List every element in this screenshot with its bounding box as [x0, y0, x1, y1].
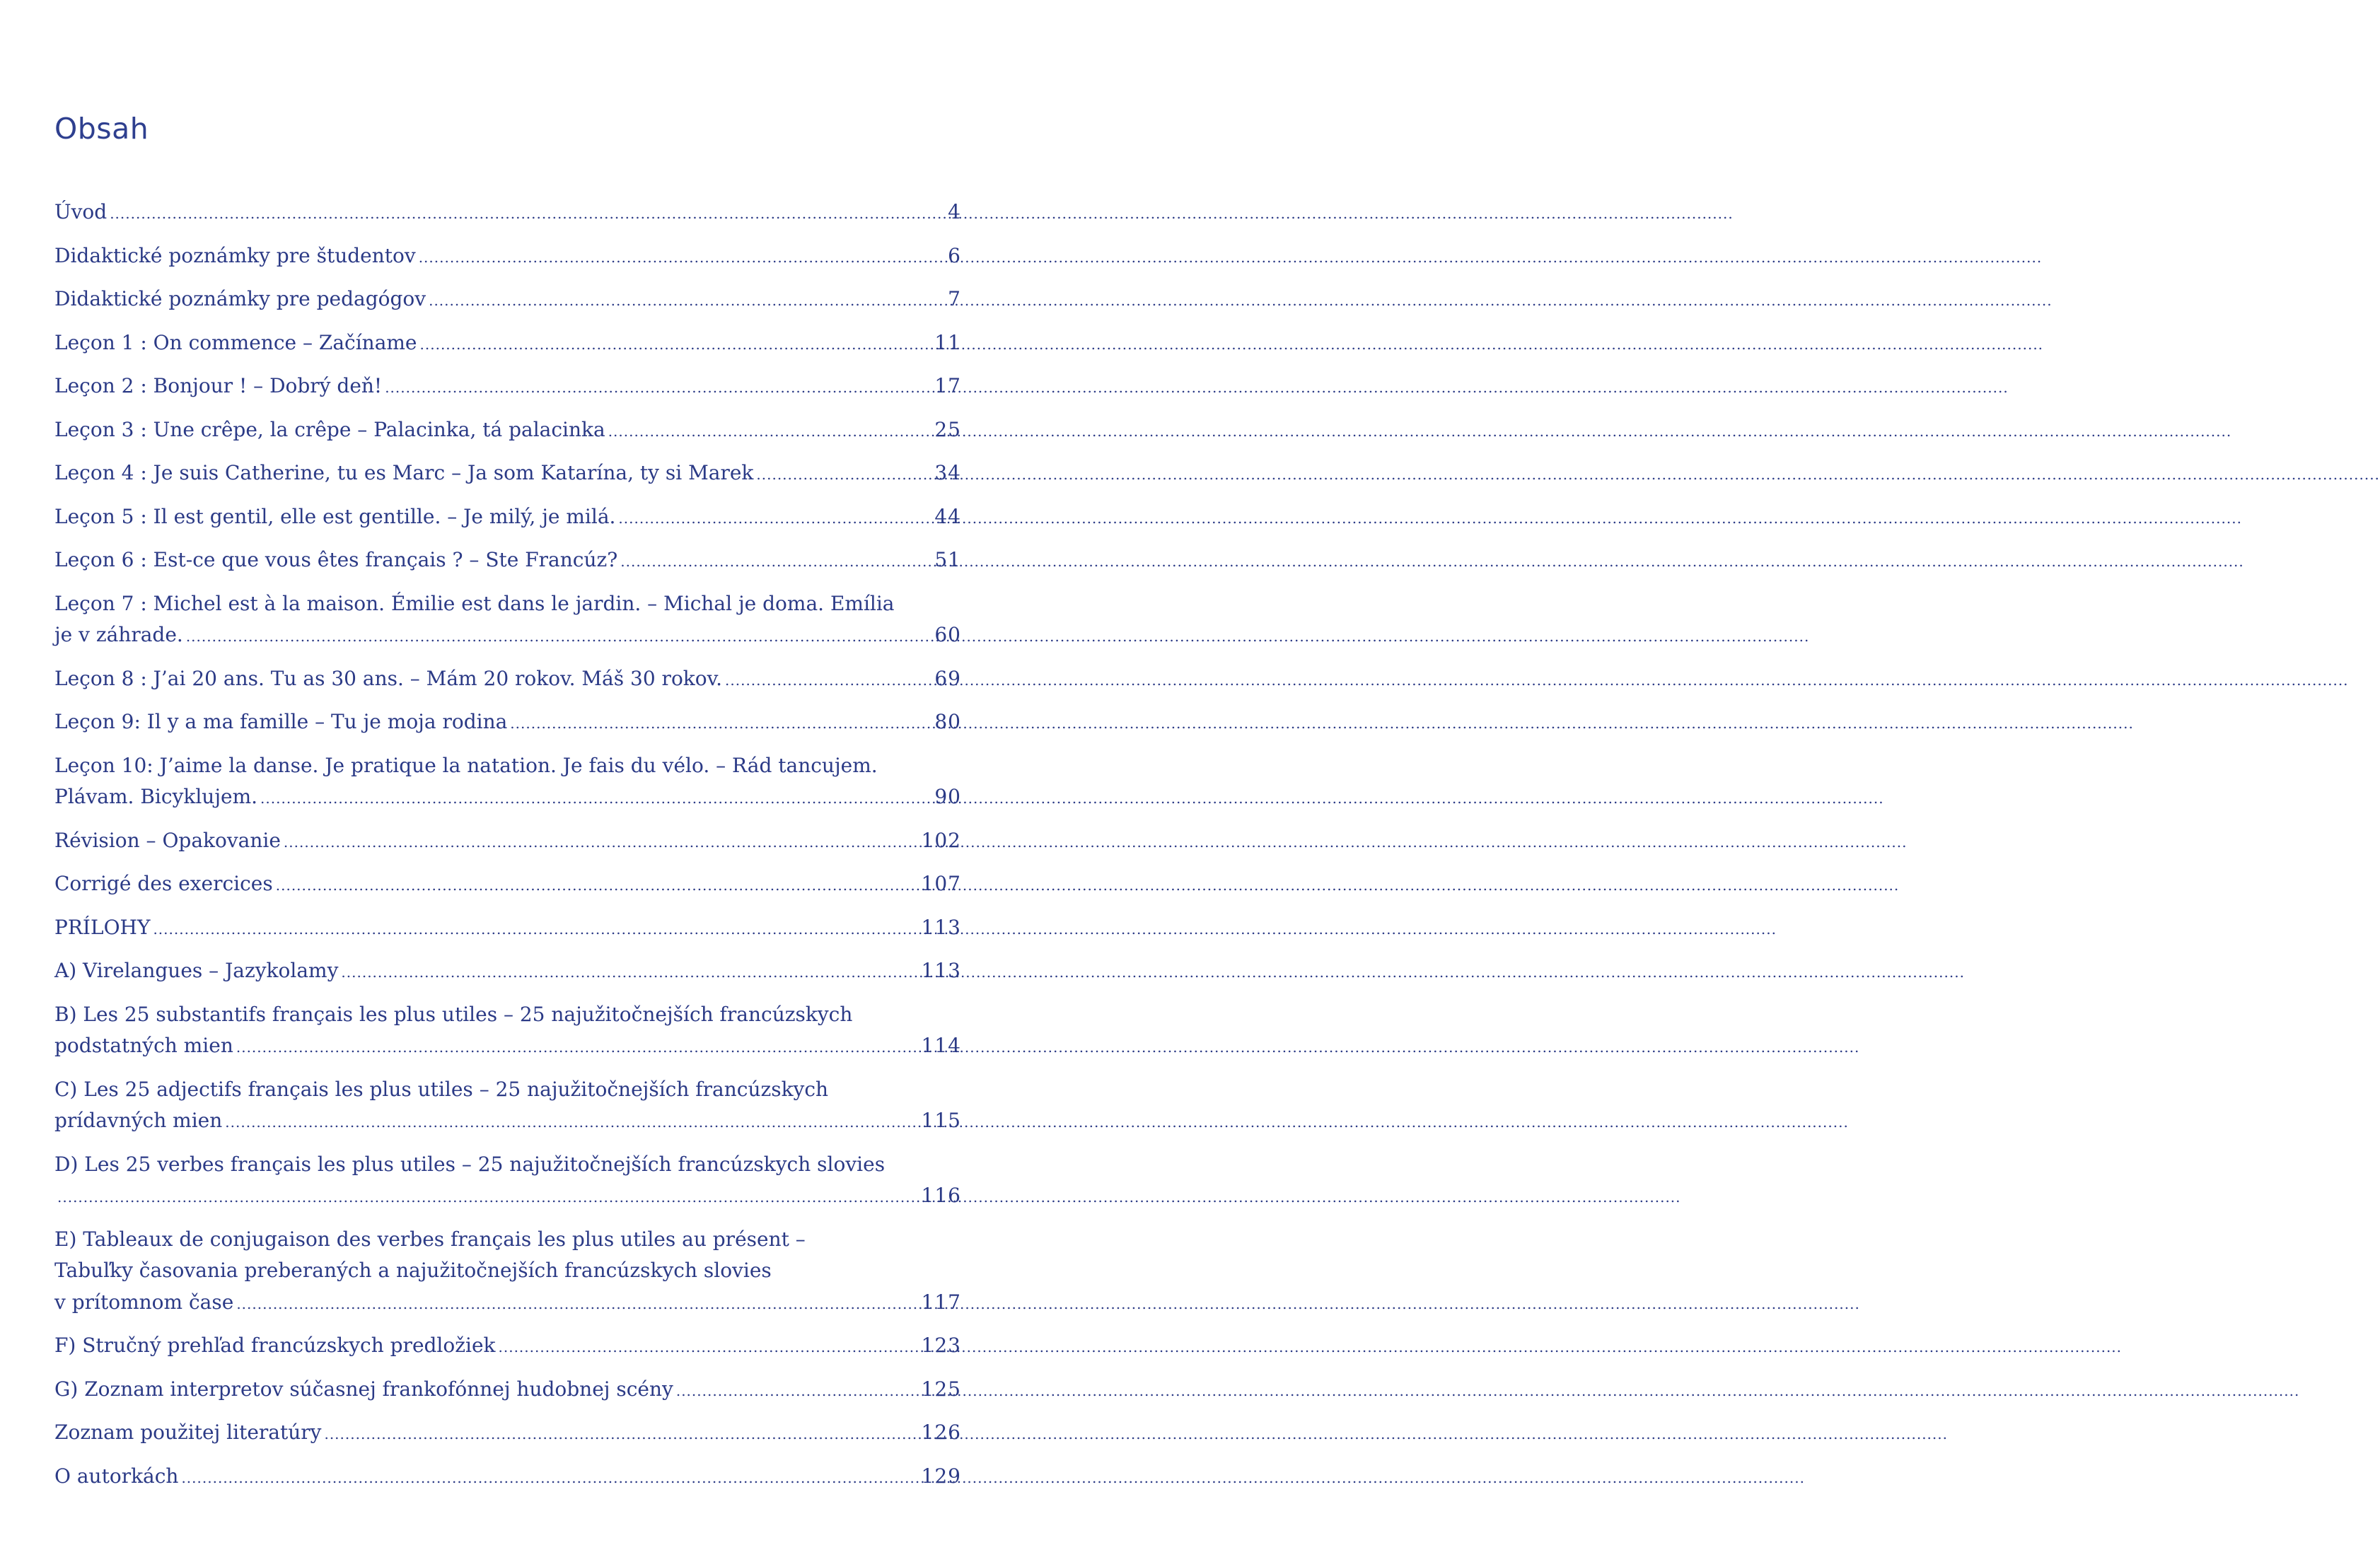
toc-entry: [54, 1224, 961, 1320]
toc-entry-page-number: 11: [934, 330, 961, 354]
toc-entry-title: PRÍLOHY: [54, 915, 151, 939]
dot-leader: [620, 546, 931, 578]
toc-entry-title: Révision – Opakovanie: [54, 828, 281, 852]
dot-leader: [420, 329, 932, 361]
toc-entry-title-line: Leçon 10: J’aime la danse. Je pratique la natation. Je fais du vélo. – Rád tancujem.: [54, 753, 878, 777]
toc-entry-page-number: 126: [921, 1421, 961, 1444]
dot-leader: [341, 957, 918, 989]
toc-entry-page-number: 44: [934, 504, 961, 528]
toc-entry-title: Plávam. Bicyklujem.: [54, 785, 258, 808]
toc-entry-page-number: 114: [921, 1034, 961, 1057]
toc-entry-title: Leçon 2 : Bonjour ! – Dobrý deň!: [54, 374, 383, 397]
dot-leader: [276, 870, 919, 902]
dot-leader: [618, 503, 931, 535]
toc-entry: [54, 371, 961, 404]
toc-entry-title: Úvod: [54, 200, 108, 223]
toc-entry-page-number: 4: [948, 200, 961, 223]
toc-entry-title-line: B) Les 25 substantifs français les plus utiles – 25 najužitočnejších francúzskych: [54, 1002, 853, 1026]
toc-entry-title-line: E) Tableaux de conjugaison des verbes français les plus utiles au présent –: [54, 1227, 806, 1251]
toc-entry-title: F) Stručný prehľad francúzskych predložiek: [54, 1334, 496, 1357]
toc-entry-title: je v záhrade.: [54, 623, 183, 646]
toc-entry-title: podstatných mien: [54, 1034, 233, 1057]
dot-leader: [225, 1107, 918, 1138]
toc-entry-page-number: 90: [934, 785, 961, 808]
toc-entry-page-number: 25: [934, 417, 961, 441]
toc-entry-title: v prítomnom čase: [54, 1290, 234, 1314]
toc-entry-page-number: 107: [921, 872, 961, 895]
toc-entry-page-number: 6: [948, 243, 961, 267]
dot-leader: [499, 1331, 919, 1363]
toc-entry-title: Leçon 4 : Je suis Catherine, tu es Marc – Ja som Katarína, ty si Marek: [54, 461, 754, 484]
toc-entry: [54, 868, 961, 902]
page: [0, 0, 1045, 1545]
toc-entry: [54, 501, 961, 535]
dot-leader: [236, 1032, 919, 1063]
toc-entry-page-number: 69: [934, 666, 961, 690]
toc-entry-title-line: Tabuľky časovania preberaných a najužitočnejších francúzskych slovies: [54, 1259, 772, 1282]
toc-entry: [54, 1074, 961, 1138]
toc-entry-page-number: 102: [921, 828, 961, 852]
toc-entry-title: Leçon 3 : Une crêpe, la crêpe – Palacinka, tá palacinka: [54, 417, 605, 441]
toc-entry: [54, 588, 961, 653]
toc-entry: [54, 544, 961, 578]
toc-entry-page-number: 7: [948, 287, 961, 310]
toc-entry-page-number: 115: [921, 1109, 961, 1132]
toc-entry: [54, 327, 961, 361]
toc-entry-title: O autorkách: [54, 1464, 179, 1488]
dot-leader: [57, 1182, 919, 1213]
toc-entry-title-line: D) Les 25 verbes français les plus utiles – 25 najužitočnejších francúzskych slovies: [54, 1152, 886, 1176]
dot-leader: [725, 665, 931, 696]
toc-entry-page-number: 80: [934, 710, 961, 733]
toc-entry: [54, 1461, 961, 1494]
toc-entry: [54, 706, 961, 740]
toc-entry-title: Leçon 6 : Est-ce que vous êtes français ? – Ste Francúz?: [54, 548, 618, 571]
dot-leader: [676, 1375, 919, 1407]
toc-entry-page-number: 129: [921, 1464, 961, 1488]
dot-leader: [756, 459, 931, 491]
dot-leader: [110, 198, 945, 230]
dot-leader: [181, 1462, 918, 1494]
toc-entry-page-number: 125: [921, 1377, 961, 1401]
toc-entry: [54, 240, 961, 274]
toc-entry-title: G) Zoznam interpretov súčasnej frankofónnej hudobnej scény: [54, 1377, 673, 1401]
toc-entry: [54, 750, 961, 815]
toc-entry-page-number: 116: [921, 1184, 961, 1207]
toc-entry-title: Leçon 1 : On commence – Začíname: [54, 330, 417, 354]
page-title: Obsah: [54, 112, 149, 146]
toc-entry-page-number: 60: [934, 623, 961, 646]
dot-leader: [608, 416, 932, 448]
toc-entry: [54, 284, 961, 317]
toc-entry-page-number: 113: [921, 959, 961, 982]
toc-entry-page-number: 34: [934, 461, 961, 484]
toc-entry: [54, 1417, 961, 1450]
toc-entry: [54, 1330, 961, 1363]
dot-leader: [236, 1288, 918, 1320]
dot-leader: [385, 372, 931, 404]
dot-leader: [284, 827, 919, 858]
dot-leader: [186, 621, 932, 653]
toc-entry-page-number: 123: [921, 1334, 961, 1357]
dot-leader: [510, 708, 931, 740]
toc-entry-title-line: Leçon 7 : Michel est à la maison. Émilie est dans le jardin. – Michal je doma. Emília: [54, 591, 895, 615]
toc-entry: [54, 955, 961, 989]
toc-entry-page-number: 17: [934, 374, 961, 397]
toc-entry-title: Didaktické poznámky pre študentov: [54, 243, 416, 267]
toc-entry-title: Didaktické poznámky pre pedagógov: [54, 287, 426, 310]
toc-entry-title: A) Virelangues – Jazykolamy: [54, 959, 339, 982]
toc-entry: [54, 1374, 961, 1407]
toc-entry: [54, 663, 961, 696]
toc-entry: [54, 912, 961, 945]
toc-entry-title: Leçon 9: Il y a ma famille – Tu je moja rodina: [54, 710, 508, 733]
dot-leader: [324, 1418, 918, 1450]
toc-entry-title: Leçon 8 : J’ai 20 ans. Tu as 30 ans. – Mám 20 rokov. Máš 30 rokov.: [54, 666, 723, 690]
toc-entry: [54, 825, 961, 858]
toc-entry: [54, 197, 961, 230]
dot-leader: [260, 783, 931, 815]
toc-entry-title: Corrigé des exercices: [54, 872, 273, 895]
toc-entry: [54, 457, 961, 491]
toc-entry-page-number: 113: [921, 915, 961, 939]
toc-entry-title: Zoznam použitej literatúry: [54, 1421, 322, 1444]
toc-entry-title: Leçon 5 : Il est gentil, elle est gentille. – Je milý, je milá.: [54, 504, 616, 528]
toc-entry-page-number: 117: [921, 1290, 961, 1314]
toc-entry: [54, 414, 961, 448]
table-of-contents: [54, 197, 961, 1504]
dot-leader: [429, 285, 945, 317]
toc-entry-page-number: 51: [934, 548, 961, 571]
toc-entry: [54, 999, 961, 1063]
toc-entry: [54, 1149, 961, 1213]
toc-entry-title-line: C) Les 25 adjectifs français les plus utiles – 25 najužitočnejších francúzskych: [54, 1077, 829, 1101]
dot-leader: [419, 242, 945, 274]
dot-leader: [153, 914, 918, 945]
toc-entry-title: prídavných mien: [54, 1109, 223, 1132]
